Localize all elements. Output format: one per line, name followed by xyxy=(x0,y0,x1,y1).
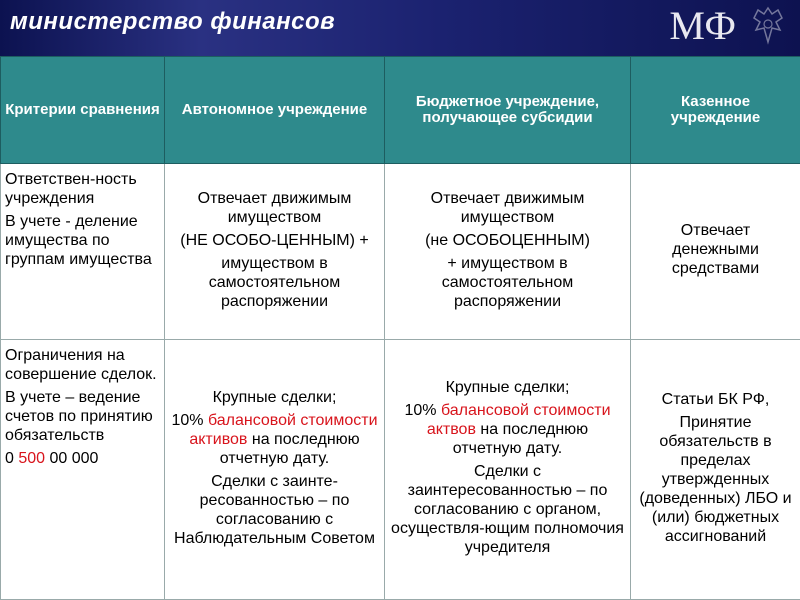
cell-text: Отвечает движимым имуществом xyxy=(430,189,585,226)
cell-text: Отвечает денежными средствами xyxy=(671,222,760,277)
cell-text: Статьи БК РФ, xyxy=(661,390,770,408)
number-prefix: 0 xyxy=(5,450,19,467)
text-highlight: балансовой стоимости актвов xyxy=(426,402,611,438)
text-suffix: на последнюю отчетную дату. xyxy=(452,421,589,457)
top-banner xyxy=(0,0,800,56)
number-highlight: 500 xyxy=(18,450,46,467)
cell-text: Принятие обязательств в пределах утвержденных (доведенных) ЛБО и (или) бюджетных ассигнований xyxy=(639,413,792,545)
text-suffix: на последнюю отчетную дату. xyxy=(219,430,360,467)
column-header-criteria: Критерии сравнения xyxy=(1,57,165,164)
cell-text: имуществом в самостоятельном распоряжении xyxy=(208,254,341,310)
table-cell xyxy=(165,340,385,600)
table-row xyxy=(1,340,800,600)
cell-text: Крупные сделки; xyxy=(212,388,337,406)
table-header-row xyxy=(1,57,800,164)
cell-text: В учете - деление имущества по группам имущества xyxy=(5,213,152,268)
cell-text: В учете – ведение счетов по принятию обязательств xyxy=(5,389,153,444)
table-cell xyxy=(385,340,631,600)
table-cell xyxy=(165,164,385,340)
table-cell xyxy=(385,164,631,340)
table-cell xyxy=(1,164,165,340)
table-row xyxy=(1,164,800,340)
table-cell xyxy=(1,340,165,600)
text-highlight: балансовой стоимости активов xyxy=(189,411,378,448)
ministry-title: министерство финансов xyxy=(10,8,336,35)
cell-text: Ответствен-ность учреждения xyxy=(5,171,137,207)
table-cell xyxy=(631,164,800,340)
cell-text: Сделки с заинтересованностью – по согласованию с органом, осуществля-ющим полномочия учредителя xyxy=(391,463,624,556)
column-header-state: Казенное учреждение xyxy=(631,57,800,164)
cell-text xyxy=(171,411,378,468)
number-suffix: 00 000 xyxy=(45,450,99,467)
cell-text: Отвечает движимым имуществом xyxy=(197,189,352,226)
text-prefix: 10% xyxy=(404,402,441,419)
emblem-icon xyxy=(748,4,788,48)
comparison-table xyxy=(0,56,800,600)
text-prefix: 10% xyxy=(171,411,208,429)
table-cell xyxy=(631,340,800,600)
column-header-budget: Бюджетное учреждение, получающее субсидии xyxy=(385,57,631,164)
cell-text: Ограничения на совершение сделок. xyxy=(5,347,157,383)
cell-text: (НЕ ОСОБО-ЦЕННЫМ) + xyxy=(180,231,369,249)
cell-text: Крупные сделки; xyxy=(445,379,570,396)
comparison-table-wrapper xyxy=(0,56,800,600)
ministry-logo: МФ xyxy=(669,3,736,48)
cell-text: Сделки с заинте-ресованностью – по согласованию с Наблюдательным Советом xyxy=(174,472,375,547)
column-header-autonomous: Автономное учреждение xyxy=(165,57,385,164)
cell-text: + имуществом в самостоятельном распоряжении xyxy=(441,254,574,310)
cell-text xyxy=(391,401,624,458)
cell-text: (не ОСОБОЦЕННЫМ) xyxy=(425,231,590,249)
cell-number xyxy=(5,449,160,468)
